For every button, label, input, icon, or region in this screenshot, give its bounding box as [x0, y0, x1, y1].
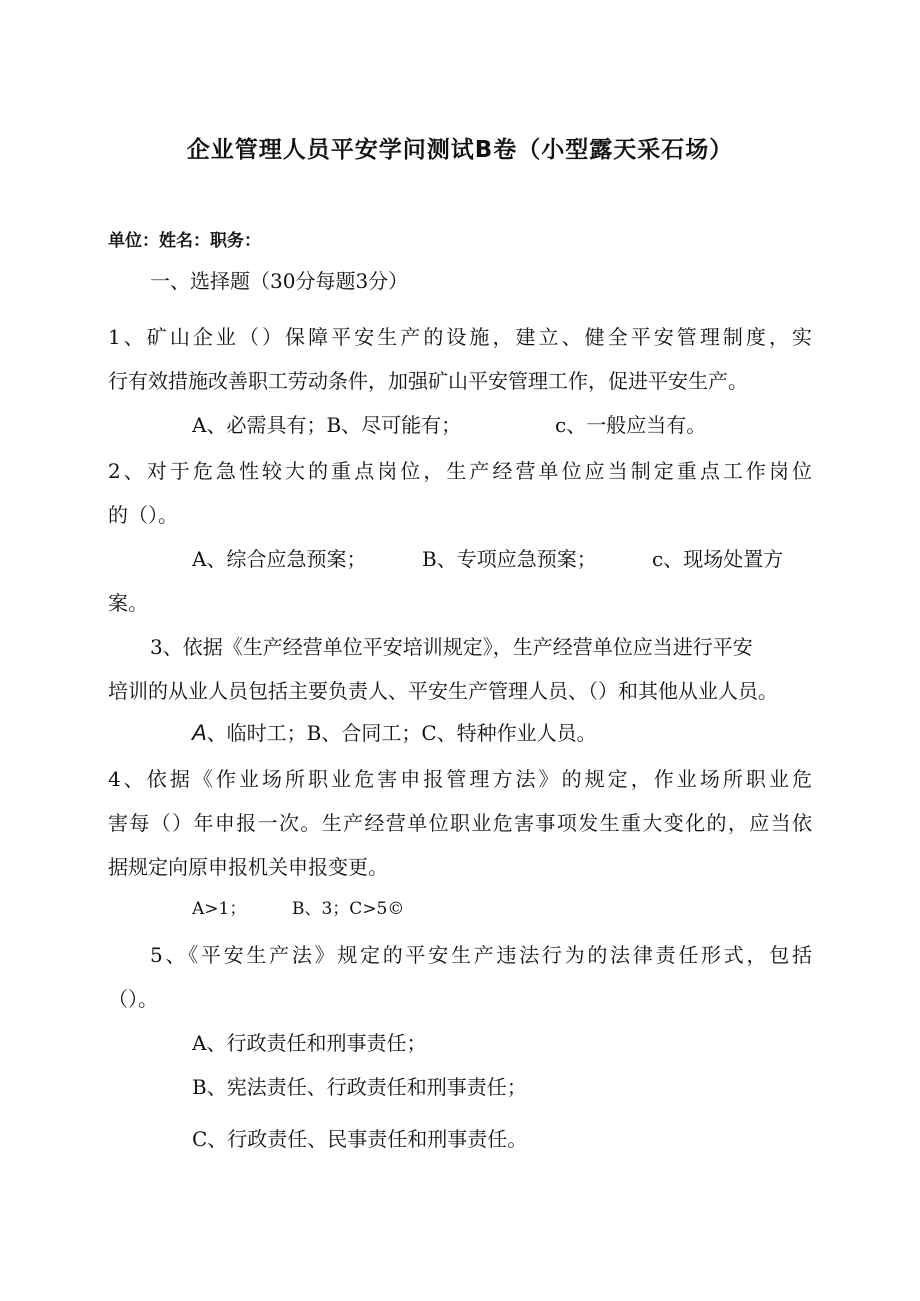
- question-2-option-a: A、综合应急预案；: [192, 547, 367, 571]
- question-4-option-bc: B、3；C>5©: [292, 899, 405, 919]
- question-1-line-2: 行有效措施改善职工劳动条件，加强矿山平安管理工作，促进平安生产。: [108, 369, 748, 393]
- question-4-line-3: 据规定向原申报机关申报变更。: [108, 855, 388, 879]
- question-3-option-a-letter: A: [192, 720, 207, 745]
- question-3-options-text: 、临时工；B、合同工；C、特种作业人员。: [206, 721, 597, 745]
- question-4-line-1: 4、依据《作业场所职业危害申报管理方法》的规定，作业场所职业危: [108, 767, 812, 791]
- page-title: 企业管理人员平安学问测试B卷（小型露天采石场）: [186, 137, 734, 163]
- question-1-line-1: 1、矿山企业（）保障平安生产的设施，建立、健全平安管理制度，实: [108, 325, 812, 349]
- question-2-option-c-continued: 案。: [108, 591, 148, 615]
- question-2-option-c: c、现场处置方: [652, 547, 784, 571]
- question-2-line-2: 的（）。: [108, 503, 178, 527]
- question-3-options: [192, 718, 597, 748]
- section-heading: 一、选择题（30分每题3分）: [150, 269, 409, 293]
- question-5-option-c: C、行政责任、民事责任和刑事责任。: [192, 1127, 528, 1151]
- question-1-option-c: c、一般应当有。: [555, 413, 707, 437]
- question-5-line-1: 5、《平安生产法》规定的平安生产违法行为的法律责任形式，包括: [150, 943, 812, 967]
- question-5-option-b: B、宪法责任、行政责任和刑事责任；: [192, 1075, 527, 1099]
- question-2-line-1: 2、对于危急性较大的重点岗位，生产经营单位应当制定重点工作岗位: [108, 459, 812, 483]
- question-2-option-b: B、专项应急预案；: [422, 547, 597, 571]
- question-4-option-a: A>1；: [192, 899, 247, 919]
- question-3-line-2: 培训的从业人员包括主要负责人、平安生产管理人员、（）和其他从业人员。: [108, 679, 778, 703]
- question-5-line-2: （）。: [108, 987, 158, 1011]
- question-5-option-a: A、行政责任和刑事责任；: [192, 1031, 427, 1055]
- question-3-line-1: 3、依据《生产经营单位平安培训规定》，生产经营单位应当进行平安: [150, 635, 753, 659]
- question-4-line-2: 害每（）年申报一次。生产经营单位职业危害事项发生重大变化的，应当依: [108, 811, 812, 835]
- examinee-info-line: 单位：姓名：职务：: [108, 231, 261, 251]
- question-1-options-ab: A、必需具有；B、尽可能有；: [192, 413, 462, 437]
